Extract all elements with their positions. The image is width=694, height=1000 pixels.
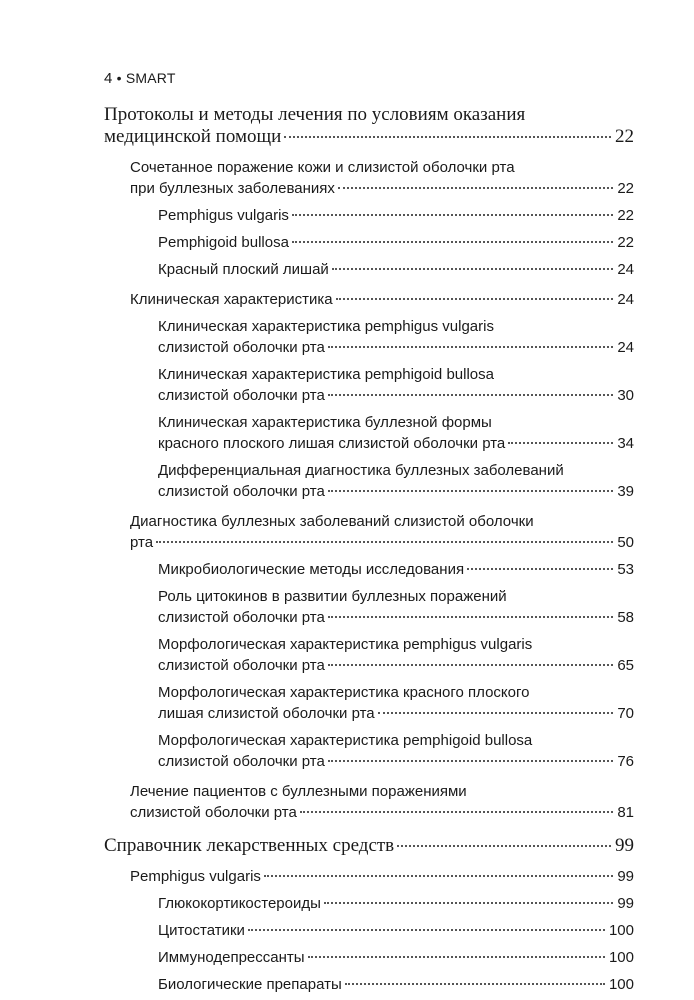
toc-page-number: 81 bbox=[617, 804, 634, 821]
toc-page-number: 22 bbox=[615, 126, 634, 147]
toc-entry[interactable] bbox=[158, 316, 634, 358]
toc-entry-title-line: Красный плоский лишай bbox=[158, 261, 329, 278]
page-number: 4 bbox=[104, 70, 113, 87]
toc-page-number: 100 bbox=[608, 976, 634, 993]
toc-entry-row bbox=[158, 337, 634, 358]
dot-leader bbox=[292, 241, 613, 243]
toc-entry-row bbox=[158, 205, 634, 226]
dot-leader bbox=[328, 394, 613, 396]
dot-leader bbox=[324, 902, 613, 904]
toc-entry-title-line: красного плоского лишая слизистой оболочки рта bbox=[158, 435, 506, 452]
toc-entry-title-line: рта bbox=[130, 534, 154, 551]
toc-page-number: 22 bbox=[617, 180, 634, 197]
dot-leader bbox=[397, 845, 611, 847]
toc-entry-title-line: слизистой оболочки рта bbox=[158, 483, 325, 500]
dot-leader bbox=[264, 875, 613, 877]
toc-entry-row bbox=[158, 259, 634, 280]
toc-entry-title-line: Pemphigus vulgaris bbox=[158, 207, 289, 224]
running-title: SMART bbox=[125, 70, 176, 86]
dot-leader bbox=[345, 983, 605, 985]
toc-entry-title-line: Микробиологические методы исследования bbox=[158, 561, 465, 578]
toc-entry-row bbox=[158, 232, 634, 253]
toc-entry[interactable] bbox=[158, 232, 634, 253]
toc-page-number: 24 bbox=[617, 339, 634, 356]
toc-entry-title-line: слизистой оболочки рта bbox=[158, 609, 325, 626]
toc-entry[interactable] bbox=[130, 511, 634, 553]
toc-entry-title-line: лишая слизистой оболочки рта bbox=[158, 705, 375, 722]
dot-leader bbox=[328, 346, 613, 348]
toc-entry-row bbox=[158, 433, 634, 454]
toc-entry[interactable] bbox=[130, 866, 634, 887]
toc-entry-title-line: слизистой оболочки рта bbox=[158, 657, 325, 674]
toc-entry[interactable] bbox=[130, 157, 634, 199]
toc-page-number: 70 bbox=[617, 705, 634, 722]
toc-entry-title-line: Клиническая характеристика pemphigoid bullosa bbox=[158, 366, 494, 383]
toc-entry-title-line: Pemphigus vulgaris bbox=[130, 868, 261, 885]
toc-entry[interactable] bbox=[158, 412, 634, 454]
toc-entry[interactable] bbox=[130, 289, 634, 310]
toc-entry-title-line: Справочник лекарственных средств bbox=[104, 835, 395, 856]
toc-page-number: 65 bbox=[617, 657, 634, 674]
toc-entry[interactable] bbox=[158, 205, 634, 226]
toc-page-number: 99 bbox=[617, 895, 634, 912]
toc-entry[interactable] bbox=[104, 835, 634, 857]
toc-entry[interactable] bbox=[104, 104, 634, 148]
toc-entry-title-line: Дифференциальная диагностика буллезных заболеваний bbox=[158, 462, 564, 479]
running-header bbox=[104, 70, 176, 87]
toc-entry-title-line: медицинской помощи bbox=[104, 126, 282, 147]
dot-leader bbox=[292, 214, 613, 216]
toc-page-number: 24 bbox=[617, 261, 634, 278]
dot-leader bbox=[308, 956, 605, 958]
toc-entry[interactable] bbox=[158, 559, 634, 580]
toc-entry-title-line: слизистой оболочки рта bbox=[158, 753, 325, 770]
toc-entry-row bbox=[104, 835, 634, 857]
toc-entry-row bbox=[158, 607, 634, 628]
toc-page-number: 76 bbox=[617, 753, 634, 770]
toc-entry-row bbox=[158, 481, 634, 502]
toc-page-number: 39 bbox=[617, 483, 634, 500]
toc-entry[interactable] bbox=[158, 460, 634, 502]
toc-entry-row bbox=[158, 751, 634, 772]
toc-entry-row bbox=[130, 289, 634, 310]
toc-entry[interactable] bbox=[130, 781, 634, 823]
toc-entry-title-line: Глюкокортикостероиды bbox=[158, 895, 321, 912]
dot-leader bbox=[300, 811, 613, 813]
dot-leader bbox=[156, 541, 613, 543]
toc-entry-title-line: Иммунодепрессанты bbox=[158, 949, 305, 966]
toc-page-number: 99 bbox=[617, 868, 634, 885]
table-of-contents bbox=[104, 104, 634, 995]
toc-entry-row bbox=[158, 893, 634, 914]
toc-entry-title-line: Морфологическая характеристика pemphigoid bullosa bbox=[158, 732, 533, 749]
toc-page-number: 53 bbox=[617, 561, 634, 578]
dot-leader bbox=[336, 298, 614, 300]
toc-entry-row bbox=[158, 947, 634, 968]
dot-leader bbox=[508, 442, 613, 444]
toc-entry-title-line: слизистой оболочки рта bbox=[130, 804, 297, 821]
toc-page-number: 22 bbox=[617, 207, 634, 224]
toc-entry-title-line: Морфологическая характеристика красного плоского bbox=[158, 684, 530, 701]
toc-page-number: 58 bbox=[617, 609, 634, 626]
toc-page-number: 34 bbox=[617, 435, 634, 452]
toc-page-number: 100 bbox=[608, 922, 634, 939]
toc-entry-row bbox=[158, 559, 634, 580]
dot-leader bbox=[338, 187, 613, 189]
toc-entry-title-line: слизистой оболочки рта bbox=[158, 387, 325, 404]
dot-leader bbox=[332, 268, 614, 270]
toc-entry[interactable] bbox=[158, 586, 634, 628]
toc-entry-title-line: Клиническая характеристика bbox=[130, 291, 333, 308]
toc-entry[interactable] bbox=[158, 730, 634, 772]
toc-entry-title-line: при буллезных заболеваниях bbox=[130, 180, 335, 197]
toc-entry[interactable] bbox=[158, 682, 634, 724]
toc-entry-title-line: Цитостатики bbox=[158, 922, 245, 939]
toc-entry[interactable] bbox=[158, 364, 634, 406]
toc-entry-row bbox=[130, 802, 634, 823]
toc-entry-title-line: Клиническая характеристика буллезной формы bbox=[158, 414, 492, 431]
toc-entry[interactable] bbox=[158, 634, 634, 676]
toc-entry-row bbox=[130, 532, 634, 553]
dot-leader bbox=[467, 568, 613, 570]
toc-page-number: 24 bbox=[617, 291, 634, 308]
toc-entry[interactable] bbox=[158, 920, 634, 941]
toc-entry-title-line: Роль цитокинов в развитии буллезных поражений bbox=[158, 588, 507, 605]
dot-leader bbox=[284, 136, 611, 138]
toc-entry-title-line: Pemphigoid bullosa bbox=[158, 234, 289, 251]
toc-entry-row bbox=[158, 655, 634, 676]
toc-entry-row bbox=[130, 178, 634, 199]
toc-page-number: 30 bbox=[617, 387, 634, 404]
toc-entry-row bbox=[158, 703, 634, 724]
dot-leader bbox=[378, 712, 614, 714]
toc-entry-row bbox=[104, 126, 634, 148]
toc-entry[interactable] bbox=[158, 947, 634, 968]
toc-entry-row bbox=[158, 974, 634, 995]
toc-page-number: 99 bbox=[615, 835, 634, 856]
toc-entry-title-line: Протоколы и методы лечения по условиям оказания bbox=[104, 104, 526, 125]
toc-entry-row bbox=[158, 920, 634, 941]
toc-entry[interactable] bbox=[158, 974, 634, 995]
toc-entry-title-line: Клиническая характеристика pemphigus vulgaris bbox=[158, 318, 494, 335]
toc-entry-title-line: слизистой оболочки рта bbox=[158, 339, 325, 356]
dot-leader bbox=[328, 760, 613, 762]
dot-leader bbox=[248, 929, 605, 931]
toc-entry-title-line: Морфологическая характеристика pemphigus vulgaris bbox=[158, 636, 533, 653]
toc-entry[interactable] bbox=[158, 259, 634, 280]
toc-entry[interactable] bbox=[158, 893, 634, 914]
toc-entry-row bbox=[158, 385, 634, 406]
dot-leader bbox=[328, 664, 613, 666]
dot-leader bbox=[328, 616, 613, 618]
toc-page-number: 50 bbox=[617, 534, 634, 551]
dot-leader bbox=[328, 490, 613, 492]
header-separator: • bbox=[116, 70, 122, 86]
toc-page-number: 22 bbox=[617, 234, 634, 251]
toc-page-number: 100 bbox=[608, 949, 634, 966]
toc-entry-title-line: Лечение пациентов с буллезными поражениями bbox=[130, 783, 467, 800]
toc-entry-title-line: Диагностика буллезных заболеваний слизистой оболочки bbox=[130, 513, 534, 530]
toc-entry-row bbox=[130, 866, 634, 887]
toc-entry-title-line: Биологические препараты bbox=[158, 976, 342, 993]
toc-entry-title-line: Сочетанное поражение кожи и слизистой оболочки рта bbox=[130, 159, 515, 176]
